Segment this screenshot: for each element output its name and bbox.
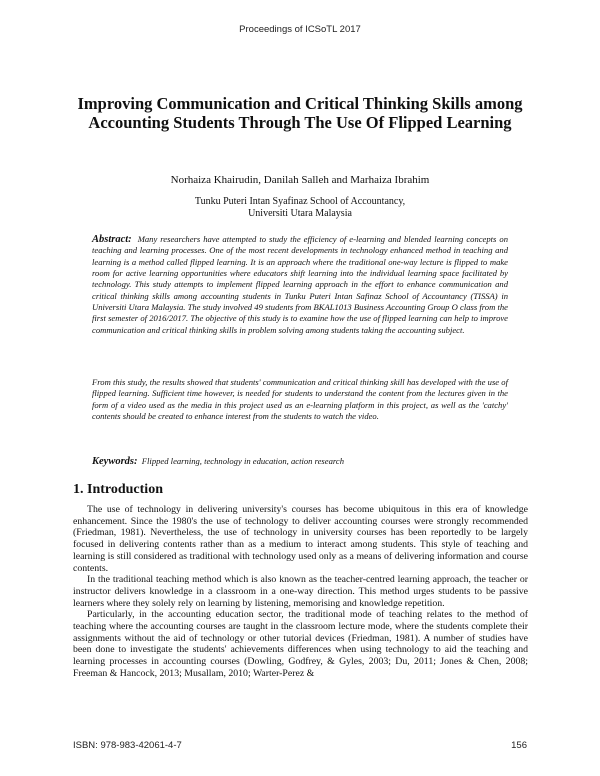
keywords-text: Flipped learning, technology in education, action research bbox=[141, 456, 345, 466]
affiliation-line-2: Universiti Utara Malaysia bbox=[248, 207, 352, 219]
body-paragraph-3: Particularly, in the accounting education sector, the traditional mode of teaching relates to the method of teaching where the accounting courses are taught in the classroom lecture mode, where the students complete their assignments without the aid of technology or other tutorial devices (Friedman, 1981). A number of studies have been done to investigate the students' achievements differences when using technology to aid the teaching and learning processes in accounting courses (Dowling, Godfrey, & Gyles, 2003; Du, 2011; Jones & Chen, 2008; Freeman & Hancock, 2013; Musallam, 2010; Warter-Perez & bbox=[73, 609, 528, 679]
section-heading-introduction: 1. Introduction bbox=[73, 482, 163, 497]
affiliation bbox=[0, 196, 600, 219]
abstract-label: Abstract: bbox=[92, 234, 132, 245]
abstract-text-1: Many researchers have attempted to study the efficiency of e-learning and blended learning concepts on teaching and learning processes. One of the most recent developments in technology enhanced method in teaching and learning is a method called flipped learning. It is an approach where the traditional one-way lecture is flipped to make room for active learning opportunities where educators shift learning into the individual learning space facilitated by technology. This study attempts to implement flipped learning approach in the effort to enhance communication and critical thinking skills among accounting students in Tunku Puteri Intan Safinaz School of Accountancy (TISSA) in Universiti Utara Malaysia. The study involved 49 students from BKAL1013 Business Accounting Group O class from the first semester of 2016/2017. The objective of this study is to examine how the use of flipped learning can help to improve communication and critical thinking skills in problem solving among students taking the accounting subject. bbox=[92, 234, 508, 335]
paper-title: Improving Communication and Critical Thinking Skills among Accounting Students Through The Use Of Flipped Learning bbox=[77, 94, 523, 132]
affiliation-line-1: Tunku Puteri Intan Syafinaz School of Accountancy, bbox=[194, 196, 406, 207]
page-number: 156 bbox=[511, 740, 527, 751]
keywords-line bbox=[92, 456, 508, 467]
abstract-paragraph-1 bbox=[92, 234, 508, 336]
author-list: Norhaiza Khairudin, Danilah Salleh and Marhaiza Ibrahim bbox=[170, 174, 430, 186]
running-header: Proceedings of ICSoTL 2017 bbox=[239, 24, 361, 35]
introduction-body bbox=[73, 504, 528, 680]
keywords-label: Keywords: bbox=[92, 456, 138, 467]
abstract-paragraph-2: From this study, the results showed that students' communication and critical thinking skill has developed with the use of flipped learning. Sufficient time however, is needed for students to understand the content from the lectures given in the form of a video used as the media in this project used as an e-learning platform in this project, as well as the 'catchy' contents should be created to enhance interest from the students to watch the video. bbox=[92, 377, 508, 422]
isbn-footer: ISBN: 978-983-42061-4-7 bbox=[73, 740, 182, 751]
body-paragraph-2: In the traditional teaching method which is also known as the teacher-centred learning approach, the teacher or instructor delivers knowledge in a classroom in a one-way direction. This method urges students to be passive learners where they solely rely on learning by listening, memorising and knowledge repetition. bbox=[73, 574, 528, 609]
body-paragraph-1: The use of technology in delivering university's courses has become ubiquitous in this era of knowledge enhancement. Since the 1980's the use of technology to deliver accounting courses were strongly recommended (Friedman, 1981). Nevertheless, the use of technology in university courses has been reportedly to be largely focused in delivering contents rather than as a medium to interact among students. This style of teaching and learning is still considered as traditional with technology used only as a means of delivering information and course contents. bbox=[73, 504, 528, 574]
